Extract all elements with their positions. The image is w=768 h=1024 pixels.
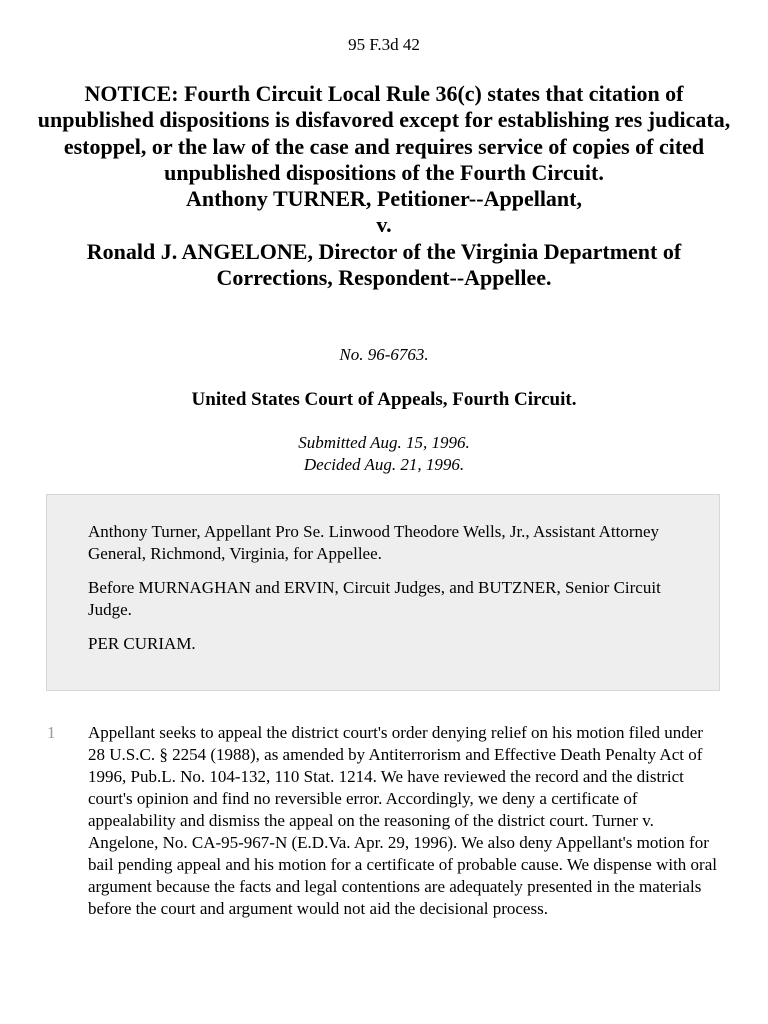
opinion-paragraph: Appellant seeks to appeal the district court's order denying relief on his motion filed under 28 U.S.C. § 2254 (1988), as amended by Antiterrorism and Effective Death Penalty Act of 1996, Pub.L. No. 104-132, 110 Stat. 1214. We have reviewed the record and the district court's opinion and find no reversible error. Accordingly, we deny a certificate of appealability and dismiss the appeal on the reasoning of the district court. Turner v. Angelone, No. CA-95-967-N (E.D.Va. Apr. 29, 1996). We also deny Appellant's motion for bail pending appeal and his motion for a certificate of probable cause. We dispense with oral argument because the facts and legal contentions are adequately presented in the materials before the court and argument would not aid the decisional process. xyxy=(88,723,717,918)
court-name: United States Court of Appeals, Fourth Circuit. xyxy=(191,389,577,410)
decided-date: Decided Aug. 21, 1996. xyxy=(303,455,465,474)
case-citation: 95 F.3d 42 xyxy=(348,35,420,54)
appellant-party: Anthony TURNER, Petitioner--Appellant, xyxy=(185,186,582,212)
submitted-date: Submitted Aug. 15, 1996. xyxy=(298,433,470,452)
paragraph-number: 1 xyxy=(47,723,56,742)
counsel-text: Anthony Turner, Appellant Pro Se. Linwood Theodore Wells, Jr., Assistant Attorney General, Richmond, Virginia, for Appellee. xyxy=(88,522,660,563)
case-dates xyxy=(0,432,768,476)
panel-text: Before MURNAGHAN and ERVIN, Circuit Judges, and BUTZNER, Senior Circuit Judge. xyxy=(88,578,661,619)
appellee-party: Ronald J. ANGELONE, Director of the Virginia Department of Corrections, Respondent--Appellee. xyxy=(86,238,682,291)
per-curiam-text: PER CURIAM. xyxy=(88,634,196,653)
case-heading xyxy=(30,81,738,291)
case-info-box xyxy=(46,494,720,691)
docket-number: No. 96-6763. xyxy=(339,345,429,364)
versus-text: v. xyxy=(376,212,392,238)
notice-text: NOTICE: Fourth Circuit Local Rule 36(c) states that citation of unpublished dispositions is disfavored except for establishing res judicata, estoppel, or the law of the case and requires service of copies of cited unpublished dispositions of the Fourth Circuit. xyxy=(37,81,731,185)
